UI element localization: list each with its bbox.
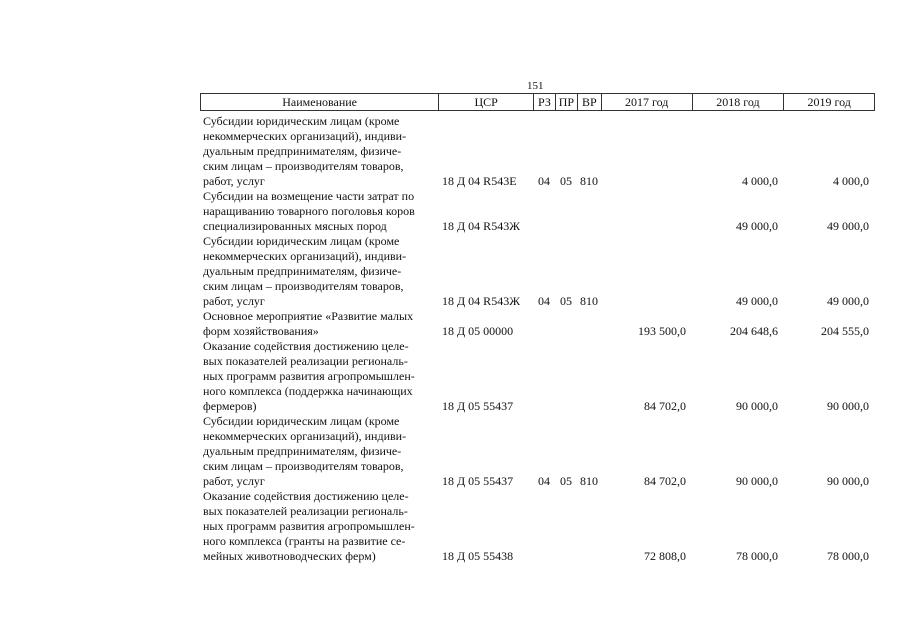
row-csr: 18 Д 05 00000 bbox=[442, 324, 514, 338]
row-2017 bbox=[601, 114, 692, 189]
row-vr bbox=[577, 339, 601, 414]
table-row bbox=[200, 234, 875, 309]
row-name: Субсидии юридическим лицам (кроме некоммерческих организаций), индиви- дуальным предпринимателям, физиче- ским лицам – производителям товаров, работ, услуг bbox=[203, 414, 407, 488]
row-vr: 810 bbox=[580, 294, 598, 308]
header-2017: 2017 год bbox=[601, 94, 692, 110]
row-rz bbox=[533, 189, 555, 234]
row-2017: 193 500,0 bbox=[638, 324, 686, 338]
row-vr bbox=[577, 489, 601, 564]
row-2018: 78 000,0 bbox=[736, 549, 778, 563]
row-name: Субсидии на возмещение части затрат по наращиванию товарного поголовья коров специализированных мясных пород bbox=[203, 189, 415, 233]
table-row bbox=[200, 489, 875, 564]
row-2019: 78 000,0 bbox=[827, 549, 869, 563]
header-vr: ВР bbox=[577, 94, 601, 110]
table-row bbox=[200, 114, 875, 189]
row-name: Оказание содействия достижению целе- вых показателей реализации региональ- ных программ развития агропромышлен- ного комплекса (поддержка начинающих фермеров) bbox=[203, 339, 415, 413]
header-csr: ЦСР bbox=[438, 94, 533, 110]
row-name: Основное мероприятие «Развитие малых форм хозяйствования» bbox=[203, 309, 414, 338]
header-pr: ПР bbox=[555, 94, 577, 110]
row-name: Субсидии юридическим лицам (кроме некоммерческих организаций), индиви- дуальным предпринимателям, физиче- ским лицам – производителям товаров, работ, услуг bbox=[203, 114, 407, 188]
row-pr bbox=[555, 309, 577, 339]
row-csr: 18 Д 04 R543Е bbox=[442, 174, 517, 188]
row-2017: 72 808,0 bbox=[644, 549, 686, 563]
table-row bbox=[200, 414, 875, 489]
row-name: Субсидии юридическим лицам (кроме некоммерческих организаций), индиви- дуальным предпринимателям, физиче- ским лицам – производителям товаров, работ, услуг bbox=[203, 234, 407, 308]
row-2018: 204 648,6 bbox=[730, 324, 778, 338]
header-2018: 2018 год bbox=[692, 94, 784, 110]
row-2017 bbox=[601, 189, 692, 234]
row-csr: 18 Д 04 R543Ж bbox=[442, 219, 520, 233]
row-vr bbox=[577, 189, 601, 234]
table-row bbox=[200, 309, 875, 339]
row-pr bbox=[555, 489, 577, 564]
row-rz bbox=[533, 489, 555, 564]
row-2018: 4 000,0 bbox=[742, 174, 778, 188]
row-csr: 18 Д 05 55438 bbox=[442, 549, 514, 563]
row-rz: 04 bbox=[538, 294, 550, 308]
row-name: Оказание содействия достижению целе- вых показателей реализации региональ- ных программ развития агропромышлен- ного комплекса (гранты на развитие се- мейных животноводческих ферм) bbox=[203, 489, 415, 563]
row-2019: 90 000,0 bbox=[827, 399, 869, 413]
row-2018: 49 000,0 bbox=[736, 219, 778, 233]
row-pr bbox=[555, 189, 577, 234]
row-2017: 84 702,0 bbox=[644, 399, 686, 413]
row-csr: 18 Д 05 55437 bbox=[442, 474, 514, 488]
table-row bbox=[200, 189, 875, 234]
row-rz: 04 bbox=[538, 174, 550, 188]
row-vr: 810 bbox=[580, 474, 598, 488]
row-2017: 84 702,0 bbox=[644, 474, 686, 488]
table-row bbox=[200, 339, 875, 414]
table-body bbox=[200, 114, 875, 564]
row-2019: 90 000,0 bbox=[827, 474, 869, 488]
row-pr bbox=[555, 339, 577, 414]
row-csr: 18 Д 04 R543Ж bbox=[442, 294, 520, 308]
row-rz bbox=[533, 339, 555, 414]
row-csr: 18 Д 05 55437 bbox=[442, 399, 514, 413]
header-name: Наименование bbox=[282, 95, 358, 109]
row-vr: 810 bbox=[580, 174, 598, 188]
row-vr bbox=[577, 309, 601, 339]
row-2017 bbox=[601, 234, 692, 309]
row-2018: 90 000,0 bbox=[736, 399, 778, 413]
row-rz: 04 bbox=[538, 474, 550, 488]
row-pr: 05 bbox=[560, 174, 572, 188]
row-rz bbox=[533, 309, 555, 339]
row-2019: 4 000,0 bbox=[833, 174, 869, 188]
header-rz: РЗ bbox=[533, 94, 555, 110]
page-number: 151 bbox=[527, 80, 544, 92]
row-2019: 49 000,0 bbox=[827, 219, 869, 233]
row-pr: 05 bbox=[560, 474, 572, 488]
row-2019: 204 555,0 bbox=[821, 324, 869, 338]
row-pr: 05 bbox=[560, 294, 572, 308]
table-header bbox=[200, 93, 875, 111]
header-2019: 2019 год bbox=[783, 94, 874, 110]
row-2019: 49 000,0 bbox=[827, 294, 869, 308]
row-2018: 49 000,0 bbox=[736, 294, 778, 308]
row-2018: 90 000,0 bbox=[736, 474, 778, 488]
